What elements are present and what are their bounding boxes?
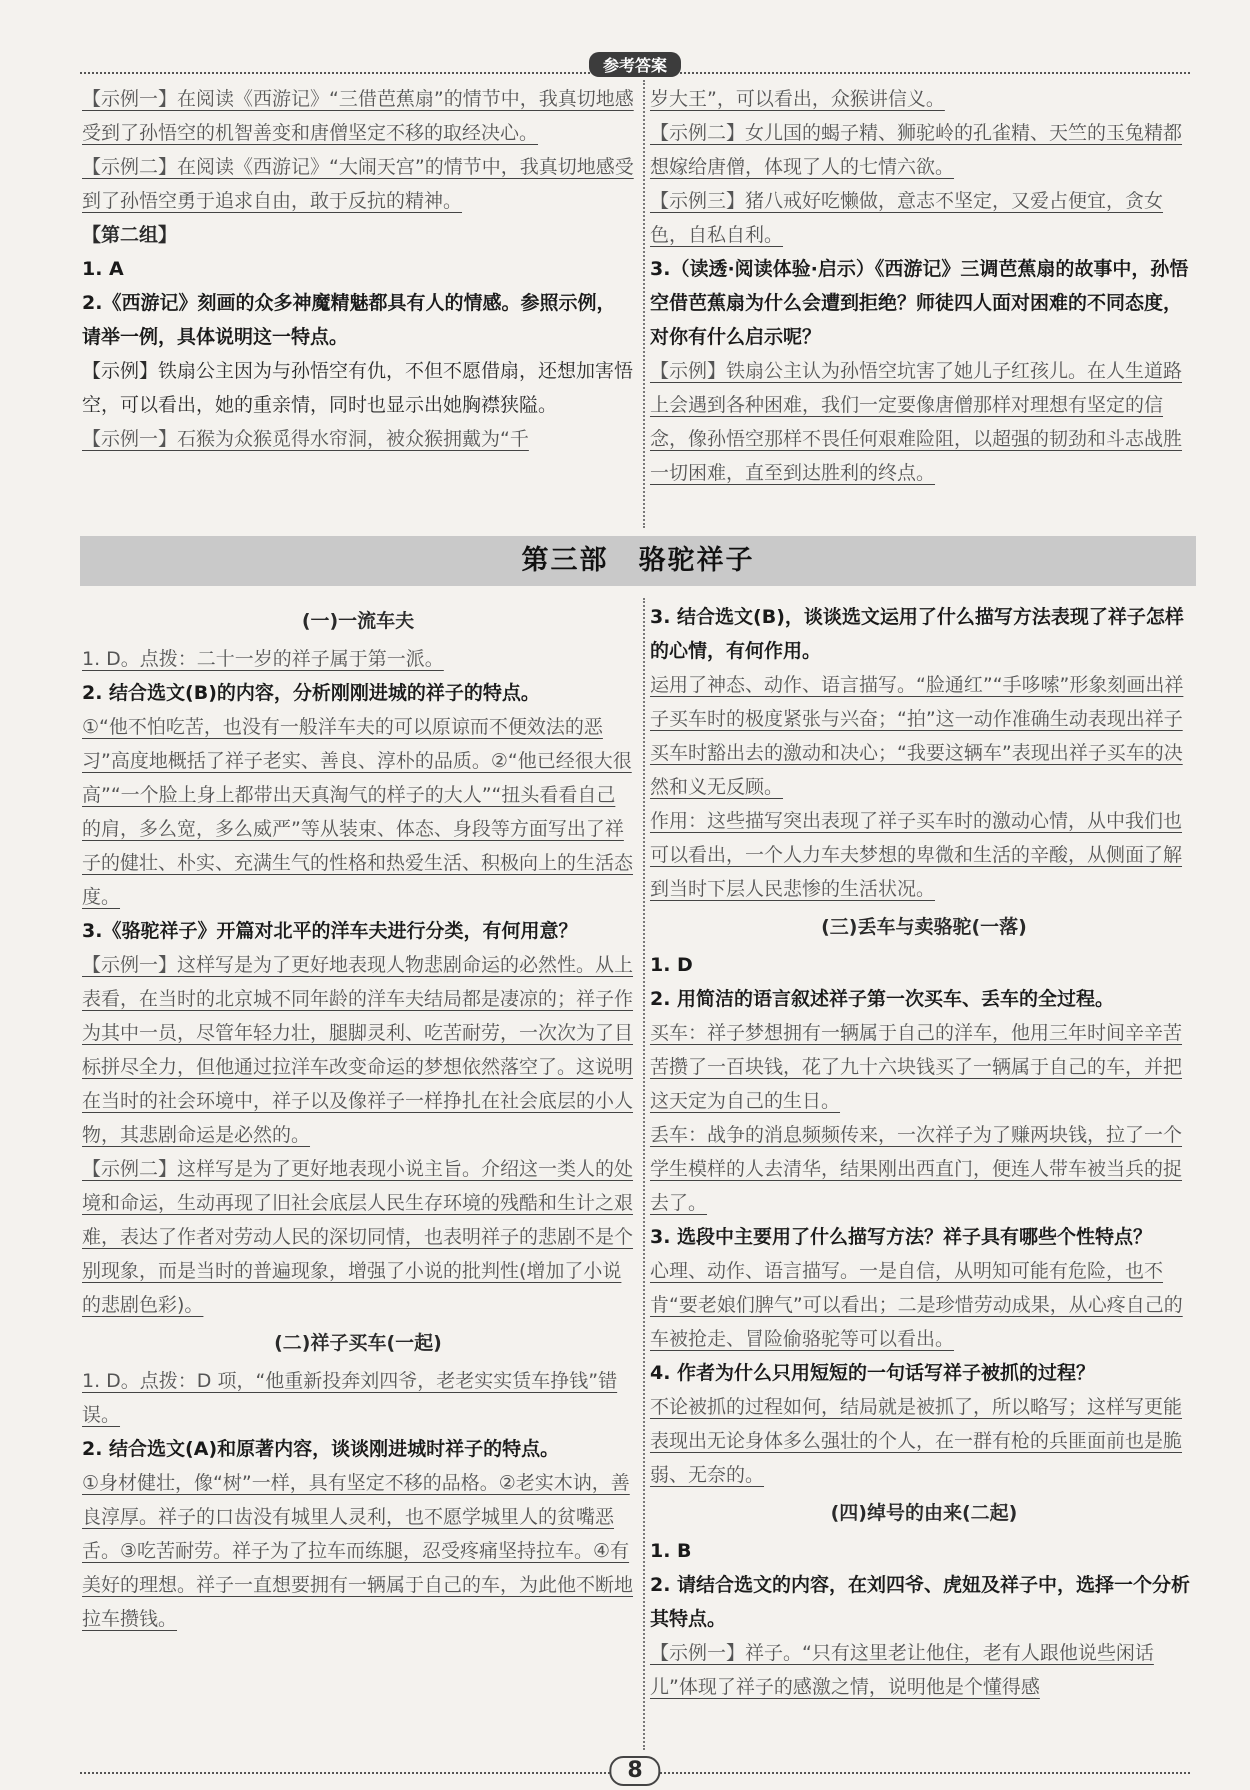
answer-text: 【示例】铁扇公主认为孙悟空坑害了她儿子红孩儿。在人生道路上会遇到各种困难，我们一定要像唐僧那样对理想有坚定的信念，像孙悟空那样不畏任何艰难险阻，以超强的韧劲和斗志战胜一切困难，直至到达胜利的终点。 (650, 360, 1183, 484)
bottom-right-column (650, 600, 1198, 1704)
top-right-column (650, 82, 1198, 490)
answer-text: 运用了神态、动作、语言描写。“脸通红”“手哆嗦”形象刻画出祥子买车时的极度紧张与兴奋；“拍”这一动作准确生动表现出祥子买车时豁出去的激动和决心；“我要这辆车”表现出祥子买车的决然和义无反顾。 (650, 674, 1184, 798)
page-footer (80, 1758, 1190, 1786)
answer-text: 【示例一】在阅读《西游记》“三借芭蕉扇”的情节中，我真切地感受到了孙悟空的机智善变和唐僧坚定不移的取经决心。 (82, 88, 634, 144)
answer-text: ①“他不怕吃苦，也没有一般洋车夫的可以原谅而不便效法的恶习”高度地概括了祥子老实、善良、淳朴的品质。②“他已经很大很高”“一个脸上身上都带出天真淘气的样子的大人”“扭头看看自己的肩，多么宽，多么威严”等从装束、体态、身段等方面写出了祥子的健壮、朴实、充满生气的性格和热爱生活、积极向上的生活态度。 (82, 716, 634, 908)
question: 2. 结合选文(A)和原著内容，谈谈刚进城时祥子的特点。 (82, 1438, 560, 1460)
answer-text: 丢车：战争的消息频频传来，一次祥子为了赚两块钱，拉了一个学生模样的人去清华，结果刚出西直门，便连人带车被当兵的捉去了。 (650, 1124, 1183, 1214)
question: 3. 选段中主要用了什么描写方法？祥子具有哪些个性特点？ (650, 1226, 1153, 1248)
question: 2. 结合选文(B)的内容，分析刚刚进城的祥子的特点。 (82, 682, 540, 704)
answer-text: 心理、动作、语言描写。一是自信，从明知可能有危险，也不肯“要老娘们脾气”可以看出；二是珍惜劳动成果，从心疼自己的车被抢走、冒险偷骆驼等可以看出。 (650, 1260, 1183, 1350)
answer-text: 【示例二】女儿国的蝎子精、狮驼岭的孔雀精、天竺的玉兔精都想嫁给唐僧，体现了人的七情六欲。 (650, 122, 1183, 178)
subsection-heading: (四)绰号的由来(二起) (830, 1502, 1018, 1524)
answer-text: 1. D。点拨：二十一岁的祥子属于第一派。 (82, 648, 444, 670)
answer-text: 不论被抓的过程如何，结局就是被抓了，所以略写；这样写更能表现出无论身体多么强壮的个人，在一群有枪的兵匪面前也是脆弱、无奈的。 (650, 1396, 1183, 1486)
answer-text: 【示例二】这样写是为了更好地表现小说主旨。介绍这一类人的处境和命运，生动再现了旧社会底层人民生存环境的残酷和生计之艰难，表达了作者对劳动人民的深切同情，也表明祥子的悲剧不是个别现象，而是当时的普遍现象，增强了小说的批判性(增加了小说的悲剧色彩)。 (82, 1158, 634, 1316)
header-badge: 参考答案 (589, 52, 681, 77)
question: 2. 用简洁的语言叙述祥子第一次买车、丢车的全过程。 (650, 988, 1115, 1010)
question: 1. D (650, 954, 693, 976)
section-banner (80, 536, 1196, 586)
answer-text: 【示例一】石猴为众猴觅得水帘洞，被众猴拥戴为“千 (82, 428, 529, 450)
answer-text: 1. D。点拨：D 项，“他重新投奔刘四爷，老老实实赁车挣钱”错误。 (82, 1370, 618, 1426)
answer-text: 【示例一】这样写是为了更好地表现人物悲剧命运的必然性。从上表看，在当时的北京城不同年龄的洋车夫结局都是凄凉的；祥子作为其中一员，尽管年轻力壮，腿脚灵利、吃苦耐劳，一次次为了目标拼尽全力，但他通过拉洋车改变命运的梦想依然落空了。这说明在当时的社会环境中，祥子以及像祥子一样挣扎在社会底层的小人物，其悲剧命运是必然的。 (82, 954, 634, 1146)
question: 3.（读透·阅读体验·启示）《西游记》三调芭蕉扇的故事中，孙悟空借芭蕉扇为什么会遭到拒绝？师徒四人面对困难的不同态度，对你有什么启示呢？ (650, 258, 1189, 348)
page-number: 8 (609, 1756, 660, 1786)
bottom-left-column (82, 600, 634, 1636)
top-left-column (82, 82, 634, 456)
section-title: 骆驼祥子 (638, 545, 755, 576)
page-header (80, 52, 1190, 76)
section-part: 第三部 (521, 545, 609, 576)
question: 1. A (82, 258, 124, 280)
answer-text: 岁大王”，可以看出，众猴讲信义。 (650, 88, 945, 110)
subsection-heading: (二)祥子买车(一起) (274, 1332, 442, 1354)
sample-text: 【示例】铁扇公主因为与孙悟空有仇，不但不愿借扇，还想加害悟空，可以看出，她的重亲情，同时也显示出她胸襟狭隘。 (82, 360, 634, 416)
question: 3.《骆驼祥子》开篇对北平的洋车夫进行分类，有何用意？ (82, 920, 578, 942)
question: 2. 请结合选文的内容，在刘四爷、虎妞及祥子中，选择一个分析其特点。 (650, 1574, 1191, 1630)
question: 1. B (650, 1540, 692, 1562)
answer-text: 【示例三】猪八戒好吃懒做，意志不坚定，又爱占便宜，贪女色，自私自利。 (650, 190, 1164, 246)
answer-text: ①身材健壮，像“树”一样，具有坚定不移的品格。②老实木讷，善良淳厚。祥子的口齿没有城里人灵利，也不愿学城里人的贫嘴恶舌。③吃苦耐劳。祥子为了拉车而练腿，忍受疼痛坚持拉车。④有美好的理想。祥子一直想要拥有一辆属于自己的车，为此他不断地拉车攒钱。 (82, 1472, 634, 1630)
answer-text: 【示例二】在阅读《西游记》“大闹天宫”的情节中，我真切地感受到了孙悟空勇于追求自由，敢于反抗的精神。 (82, 156, 634, 212)
answer-text: 作用：这些描写突出表现了祥子买车时的激动心情，从中我们也可以看出，一个人力车夫梦想的卑微和生活的辛酸，从侧面了解到当时下层人民悲惨的生活状况。 (650, 810, 1183, 900)
group-heading: 【第二组】 (82, 224, 178, 246)
question: 4. 作者为什么只用短短的一句话写祥子被抓的过程？ (650, 1362, 1096, 1384)
column-divider (643, 598, 645, 1750)
answer-text: 买车：祥子梦想拥有一辆属于自己的洋车，他用三年时间辛辛苦苦攒了一百块钱，花了九十六块钱买了一辆属于自己的车，并把这天定为自己的生日。 (650, 1022, 1183, 1112)
answer-text: 【示例一】祥子。“只有这里老让他住，老有人跟他说些闲话儿”体现了祥子的感激之情，说明他是个懂得感 (650, 1642, 1154, 1698)
question: 2.《西游记》刻画的众多神魔精魅都具有人的情感。参照示例，请举一例，具体说明这一特点。 (82, 292, 616, 348)
subsection-heading: (一)一流车夫 (301, 610, 415, 632)
subsection-heading: (三)丢车与卖骆驼(一落) (821, 916, 1027, 938)
column-divider (643, 80, 645, 528)
question: 3. 结合选文(B)，谈谈选文运用了什么描写方法表现了祥子怎样的心情，有何作用。 (650, 606, 1184, 662)
